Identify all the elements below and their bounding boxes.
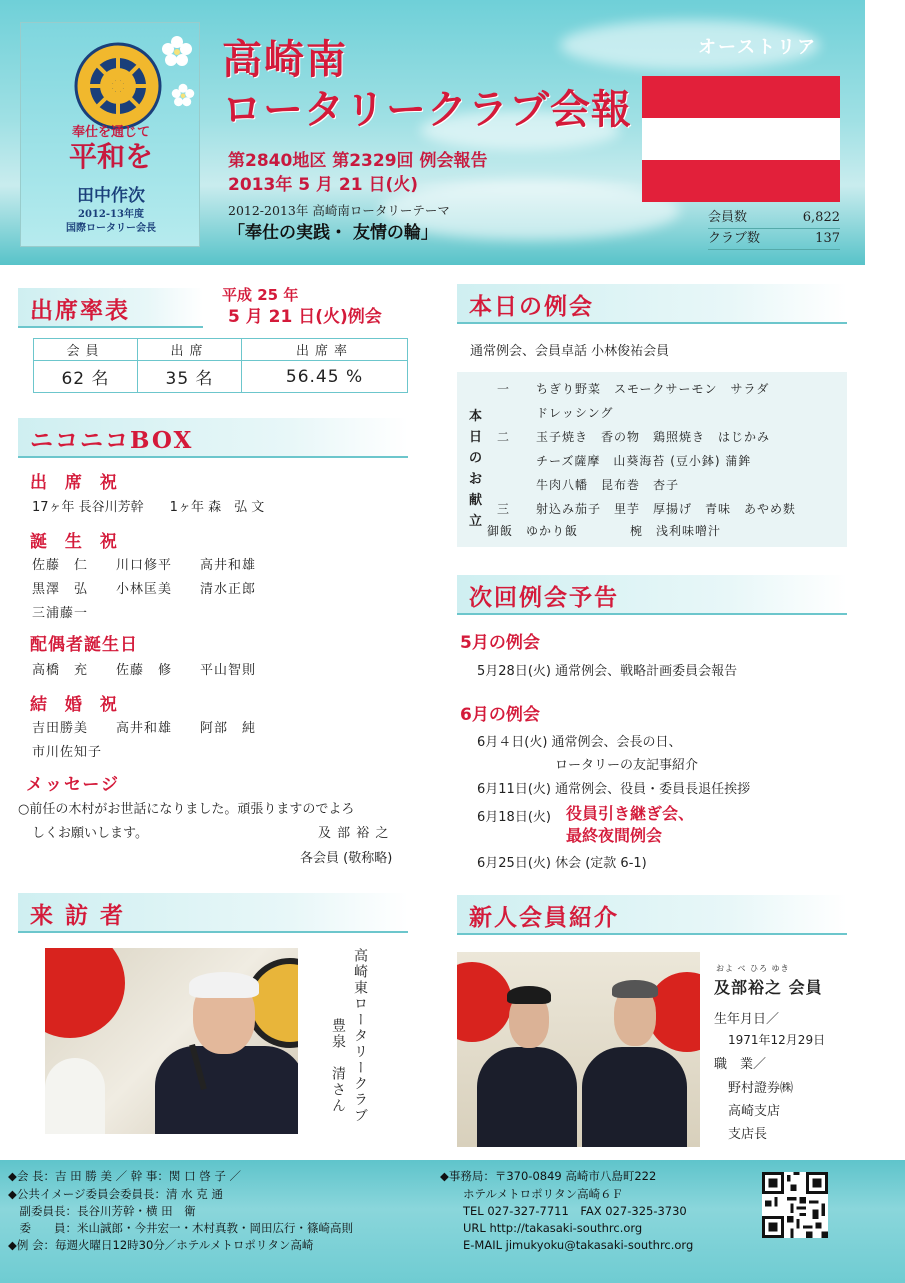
stat-value: 137 [815, 231, 840, 246]
menu-label-char: の [469, 451, 484, 466]
rotary-wheel-logo [73, 41, 163, 131]
stat-value: 6,822 [802, 210, 840, 225]
column-header: 出席 [138, 339, 242, 361]
menu-label-char: 本 [469, 409, 484, 424]
suit-shape [582, 1047, 687, 1147]
occupation-company: 野村證券㈱ [728, 1081, 794, 1096]
meeting-item: 6月25日(火) 休会 (定款 6-1) [477, 856, 647, 871]
may-meetings-title: 5月の例会 [460, 633, 540, 653]
suit-shape [155, 1046, 298, 1134]
section-title: 本日の例会 [469, 293, 594, 320]
poster-motto-large: 平和を [68, 140, 153, 173]
attendance-table [33, 338, 408, 393]
spouse-birthday-title: 配偶者誕生日 [30, 635, 138, 655]
poster-role: 国際ロータリー会長 [66, 223, 156, 234]
flower-bouquet [45, 1058, 105, 1134]
wedding-names: 市川佐知子 [32, 745, 103, 760]
message-recipients: 各会員 (敬称略) [300, 851, 393, 866]
menu-item: ドレッシング [497, 406, 614, 420]
footer-officers: 委 員：米山誠郎・今井宏一・木村真教・岡田広行・篠崎高則 [8, 1221, 353, 1235]
hair-shape [507, 986, 551, 1004]
birthdate-label: 生年月日／ [714, 1012, 780, 1027]
stat-label: クラブ数 [708, 231, 761, 246]
column-header: 出席率 [242, 339, 408, 361]
qr-code-icon[interactable] [762, 1172, 828, 1238]
meeting-date: 6月18日(火) [477, 810, 551, 825]
birthday-names: 黒澤 弘 小林匡美 清水正郎 [32, 582, 257, 597]
new-member-photo [457, 952, 700, 1147]
wedding-title: 結 婚 祝 [30, 695, 123, 715]
today-meeting-heading [457, 284, 847, 324]
masthead [0, 0, 865, 265]
flower-icon [161, 35, 193, 67]
footer-phone: TEL 027-327-7711 FAX 027-325-3730 [440, 1204, 687, 1218]
visitor-heading [18, 893, 408, 933]
poster-motto-small: 奉仕を通じて [71, 125, 150, 140]
birthdate-value: 1971年12月29日 [728, 1033, 826, 1047]
birthday-names: 三浦藤一 [32, 606, 89, 621]
menu-item: 一 ちぎり野菜 スモークサーモン サラダ [497, 382, 770, 396]
attendance-date: 5 月 21 日(火)例会 [228, 307, 382, 327]
red-circle-backdrop [457, 962, 512, 1042]
hair-shape [612, 980, 658, 998]
menu-label-char: お [469, 472, 484, 487]
menu-item: 二 玉子焼き 香の物 鶏照焼き はじかみ [497, 430, 771, 444]
menu-item: 三 射込み茄子 里芋 厚揚げ 青味 あやめ麩 [497, 502, 797, 516]
red-circle-backdrop [45, 948, 125, 1038]
stat-row [708, 208, 840, 229]
attendance-heading [18, 288, 203, 328]
menu-label-char: 献 [469, 493, 484, 508]
footer-officers: ◆公共イメージ委員会委員長：清 水 克 通 [8, 1187, 223, 1201]
footer-officers: 副委員長：長谷川芳幹・横 田 衛 [8, 1204, 196, 1218]
section-title: 出席率表 [30, 297, 130, 324]
occupation-branch: 高崎支店 [728, 1104, 781, 1119]
footer-url[interactable]: URL http://takasaki-southrc.org [440, 1221, 643, 1235]
flag-stripe [642, 76, 840, 118]
featured-country: オーストリア [698, 37, 818, 58]
suit-shape [477, 1047, 577, 1147]
message-signature: 及 部 裕 之 [318, 826, 390, 841]
section-title: ニコニコBOX [30, 427, 194, 454]
issue-number: 第2840地区 第2329回 例会報告 [228, 151, 488, 171]
menu-item: 牛肉八幡 昆布巻 杏子 [497, 478, 680, 492]
attendance-date-year: 平成 25 年 [222, 286, 299, 304]
message-title: メッセージ [26, 775, 120, 795]
name-ruby: およ べ ひろ ゆき [716, 964, 790, 973]
stat-row [708, 229, 840, 250]
stat-label: 会員数 [708, 210, 748, 225]
footer-officers: ◆会 長：吉 田 勝 美 ／ 幹 事：関 口 啓 子 ／ [8, 1169, 242, 1183]
handover-event: 最終夜間例会 [566, 826, 663, 845]
menu-item: 御飯 ゆかり飯 椀 浅利味噌汁 [487, 524, 722, 538]
footer-email[interactable]: E-MAIL jimukyoku@takasaki-southrc.org [440, 1238, 694, 1252]
meeting-item: 6月４日(火) 通常例会、会長の日、 [477, 735, 682, 750]
bulletin-title: ロータリークラブ会報 [222, 86, 632, 133]
spouse-birthday-names: 高橋 充 佐藤 修 平山智則 [32, 663, 257, 678]
attendance-celebration-title: 出 席 祝 [30, 473, 123, 493]
flag-stripe [642, 118, 840, 160]
club-name: 高崎南 [222, 36, 348, 83]
wedding-names: 吉田勝美 高井和雄 阿部 純 [32, 721, 257, 736]
occupation-label: 職 業／ [714, 1057, 767, 1072]
member-count: 62 名 [34, 361, 138, 393]
menu-label [469, 406, 483, 532]
table-header-row [34, 339, 408, 361]
new-member-name: 及部裕之 会員 [714, 978, 823, 997]
flag-stripe [642, 160, 840, 202]
june-meetings-title: 6月の例会 [460, 705, 540, 725]
poster-president-name: 田中作次 [77, 186, 145, 206]
lunch-menu [457, 372, 847, 547]
message-text: しくお願いします。 [32, 826, 148, 841]
meeting-item: ロータリーの友記事紹介 [477, 758, 699, 773]
poster-term: 2012-13年度 [78, 209, 144, 220]
hair-shape [189, 972, 259, 998]
message-text: ○前任の木村がお世話になりました。頑張りますのでよろ [18, 802, 355, 817]
footer-meeting-info: ◆例 会：毎週火曜日12時30分／ホテルメトロポリタン高崎 [8, 1238, 314, 1252]
section-title: 次回例会予告 [469, 584, 619, 611]
attendance-rate: 56.45 % [242, 361, 408, 393]
occupation-title: 支店長 [728, 1127, 768, 1142]
visitor-name: 豊泉 清さん [330, 1018, 346, 1114]
column-header: 会員 [34, 339, 138, 361]
visitor-club: 高崎東ロータリークラブ [352, 948, 368, 1124]
section-title: 新人会員紹介 [469, 904, 619, 931]
issue-date: 2013年 5 月 21 日(火) [228, 175, 419, 195]
next-meeting-heading [457, 575, 847, 615]
meeting-item: 6月11日(火) 通常例会、役員・委員長退任挨拶 [477, 782, 751, 797]
austria-flag [642, 76, 840, 202]
ri-president-poster [20, 22, 200, 247]
footer-office-address: ◆事務局：〒370-0849 高崎市八島町222 [440, 1169, 657, 1183]
menu-item: チーズ薩摩 山葵海苔 (豆小鉢) 蒲鉾 [497, 454, 752, 468]
visitor-photo [45, 948, 298, 1134]
menu-label-char: 立 [469, 514, 484, 529]
nikoniko-heading [18, 418, 408, 458]
meeting-item: 5月28日(火) 通常例会、戦略計画委員会報告 [477, 664, 738, 679]
handover-event: 役員引き継ぎ会、 [566, 804, 695, 823]
attendance-celebration-names: 17ヶ年 長谷川芳幹 1ヶ年 森 弘 文 [32, 500, 265, 515]
country-stats [708, 208, 840, 250]
footer-office-address: ホテルメトロポリタン高崎６Ｆ [440, 1187, 624, 1201]
flower-icon [171, 83, 195, 107]
table-row [34, 361, 408, 393]
new-member-heading [457, 895, 847, 935]
today-meeting-description: 通常例会、会員卓話 小林俊祐会員 [470, 344, 670, 359]
theme-year: 2012-2013年 高崎南ロータリーテーマ [228, 203, 450, 218]
birthday-title: 誕 生 祝 [30, 532, 123, 552]
club-theme: 「奉仕の実践・ 友情の輪」 [228, 223, 438, 243]
menu-label-char: 日 [469, 430, 484, 445]
section-title: 来 訪 者 [30, 902, 126, 929]
birthday-names: 佐藤 仁 川口修平 高井和雄 [32, 558, 257, 573]
attendee-count: 35 名 [138, 361, 242, 393]
